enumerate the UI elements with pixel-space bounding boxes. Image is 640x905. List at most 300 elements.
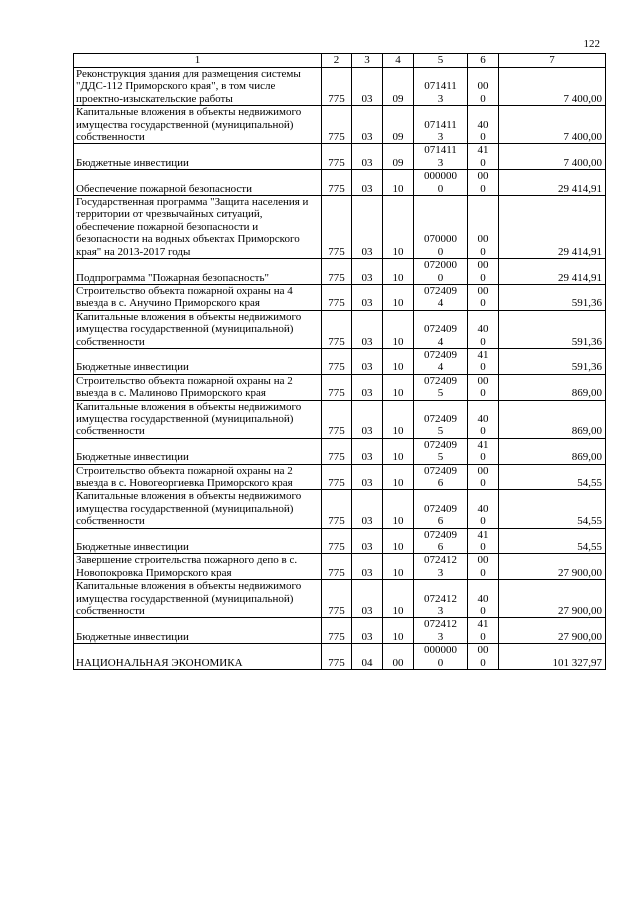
row-subsection-code-line: 10 (392, 566, 404, 579)
row-expense-type-line: 0 (480, 387, 486, 400)
row-admin-code (322, 106, 352, 144)
row-target-code-line: 4 (437, 297, 444, 310)
row-amount-line: 591,36 (571, 361, 602, 374)
row-expense-type (468, 464, 499, 490)
row-target-code-line: 3 (437, 92, 444, 105)
row-section-code (352, 618, 383, 644)
table-row (74, 170, 606, 196)
row-target-code-line: 6 (437, 541, 444, 554)
row-subsection-code-line: 10 (392, 271, 404, 284)
row-expense-type-line: 0 (480, 245, 486, 258)
row-name (74, 348, 322, 374)
row-subsection-code (383, 259, 414, 285)
table-row (74, 144, 606, 170)
table-row (74, 644, 606, 670)
row-subsection-code (383, 348, 414, 374)
row-expense-type-line: 00 (477, 644, 489, 657)
row-target-code-line: 072409 (424, 438, 457, 451)
row-admin-code (322, 644, 352, 670)
row-subsection-code-line: 10 (392, 451, 404, 464)
row-amount-line: 54,55 (577, 541, 602, 554)
row-subsection-code-line: 10 (392, 245, 404, 258)
row-expense-type-line: 41 (477, 528, 489, 541)
row-subsection-code-line: 10 (392, 541, 404, 554)
row-name (74, 490, 322, 528)
row-expense-type-line: 0 (480, 182, 486, 195)
row-name (74, 106, 322, 144)
row-section-code-line: 04 (361, 656, 373, 669)
row-subsection-code (383, 144, 414, 170)
row-expense-type (468, 196, 499, 259)
row-target-code (414, 259, 468, 285)
row-target-code (414, 310, 468, 348)
row-expense-type (468, 528, 499, 554)
row-name-line: Бюджетные инвестиции (76, 630, 189, 643)
row-admin-code-line: 775 (328, 541, 345, 554)
row-section-code (352, 580, 383, 618)
row-name-line: Строительство объекта пожарной охраны на 4 выезда в с. Анучино Приморского края (76, 284, 293, 310)
row-name-line: Капитальные вложения в объекты недвижимого имущества государственной (муниципальной) собственности (76, 310, 302, 348)
row-admin-code (322, 464, 352, 490)
row-target-code-line: 5 (437, 451, 444, 464)
row-admin-code (322, 580, 352, 618)
row-expense-type-line: 00 (477, 284, 489, 297)
row-section-code (352, 68, 383, 106)
row-section-code (352, 400, 383, 438)
row-target-code-line: 0 (437, 182, 444, 195)
row-name-line: НАЦИОНАЛЬНАЯ ЭКОНОМИКА (76, 656, 243, 669)
row-section-code (352, 310, 383, 348)
row-name (74, 464, 322, 490)
row-admin-code (322, 374, 352, 400)
row-target-code-line: 072412 (424, 554, 457, 567)
row-section-code-line: 03 (361, 335, 373, 348)
row-expense-type-line: 0 (480, 361, 486, 374)
row-expense-type (468, 490, 499, 528)
row-expense-type-line: 00 (477, 464, 489, 477)
row-target-code-line: 0 (437, 245, 444, 258)
row-section-code-line: 03 (361, 541, 373, 554)
row-target-code-line: 072409 (424, 284, 457, 297)
row-subsection-code (383, 196, 414, 259)
row-subsection-code-line: 09 (392, 131, 404, 144)
row-admin-code-line: 775 (328, 515, 345, 528)
row-amount-line: 27 900,00 (558, 566, 602, 579)
table-row (74, 310, 606, 348)
row-target-code (414, 400, 468, 438)
row-name (74, 68, 322, 106)
row-target-code (414, 196, 468, 259)
row-admin-code-line: 775 (328, 131, 345, 144)
row-name (74, 644, 322, 670)
row-target-code-line: 000000 (424, 644, 457, 657)
row-section-code (352, 348, 383, 374)
column-header: 7 (499, 54, 606, 68)
table-row (74, 438, 606, 464)
row-amount-line: 54,55 (577, 477, 602, 489)
row-section-code (352, 464, 383, 490)
row-expense-type (468, 400, 499, 438)
row-expense-type (468, 580, 499, 618)
row-target-code (414, 170, 468, 196)
row-expense-type-line: 0 (480, 630, 486, 643)
column-header: 6 (468, 54, 499, 68)
row-target-code-line: 3 (437, 131, 444, 144)
row-subsection-code-line: 10 (392, 297, 404, 310)
table-row (74, 374, 606, 400)
row-name (74, 284, 322, 310)
row-subsection-code (383, 438, 414, 464)
row-subsection-code (383, 106, 414, 144)
table-row (74, 580, 606, 618)
row-name-line: Государственная программа "Защита населения и территории от чрезвычайных ситуаций, обеспечение пожарной безопасности и безопасности на водных объектах Приморского края" на 2013-2017 годы (76, 196, 309, 258)
row-amount (499, 106, 606, 144)
row-subsection-code-line: 10 (392, 515, 404, 528)
row-target-code-line: 072409 (424, 528, 457, 541)
row-expense-type (468, 68, 499, 106)
row-amount (499, 400, 606, 438)
row-target-code-line: 070000 (424, 233, 457, 246)
row-expense-type (468, 106, 499, 144)
row-expense-type (468, 644, 499, 670)
row-name (74, 170, 322, 196)
row-admin-code (322, 400, 352, 438)
row-target-code-line: 0 (437, 656, 444, 669)
row-name-line: Капитальные вложения в объекты недвижимого имущества государственной (муниципальной) собственности (76, 106, 302, 144)
row-target-code-line: 4 (437, 335, 444, 348)
row-subsection-code-line: 10 (392, 425, 404, 438)
row-target-code (414, 438, 468, 464)
row-name (74, 618, 322, 644)
row-name (74, 528, 322, 554)
row-subsection-code-line: 00 (392, 656, 404, 669)
row-target-code (414, 528, 468, 554)
row-amount (499, 528, 606, 554)
row-amount-line: 869,00 (571, 387, 602, 400)
row-target-code (414, 348, 468, 374)
row-expense-type-line: 0 (480, 425, 486, 438)
row-name (74, 310, 322, 348)
row-expense-type-line: 00 (477, 170, 489, 183)
row-target-code (414, 374, 468, 400)
table-row (74, 554, 606, 580)
row-admin-code-line: 775 (328, 245, 345, 258)
row-target-code-line: 072409 (424, 502, 457, 515)
row-expense-type-line: 0 (480, 656, 486, 669)
row-section-code (352, 106, 383, 144)
row-target-code-line: 0 (437, 271, 444, 284)
row-name-line: Подпрограмма "Пожарная безопасность" (76, 271, 269, 284)
row-amount-line: 869,00 (571, 451, 602, 464)
row-admin-code-line: 775 (328, 477, 345, 489)
row-subsection-code-line: 10 (392, 335, 404, 348)
row-amount (499, 618, 606, 644)
row-amount (499, 259, 606, 285)
row-admin-code (322, 438, 352, 464)
row-name (74, 374, 322, 400)
row-expense-type-line: 40 (477, 502, 489, 515)
row-section-code-line: 03 (361, 92, 373, 105)
row-target-code (414, 580, 468, 618)
row-amount (499, 490, 606, 528)
row-target-code (414, 644, 468, 670)
row-amount-line: 7 400,00 (563, 131, 602, 144)
row-section-code (352, 144, 383, 170)
row-expense-type-line: 40 (477, 323, 489, 336)
row-subsection-code (383, 310, 414, 348)
row-amount-line: 869,00 (571, 425, 602, 438)
row-section-code (352, 554, 383, 580)
row-subsection-code-line: 10 (392, 387, 404, 400)
row-section-code-line: 03 (361, 271, 373, 284)
row-admin-code (322, 170, 352, 196)
row-target-code-line: 3 (437, 566, 444, 579)
row-admin-code-line: 775 (328, 271, 345, 284)
row-section-code (352, 374, 383, 400)
row-target-code-line: 072412 (424, 592, 457, 605)
row-subsection-code (383, 68, 414, 106)
row-admin-code (322, 144, 352, 170)
row-admin-code-line: 775 (328, 630, 345, 643)
row-expense-type-line: 00 (477, 374, 489, 387)
row-section-code (352, 490, 383, 528)
row-admin-code (322, 348, 352, 374)
row-admin-code-line: 775 (328, 297, 345, 310)
row-name-line: Капитальные вложения в объекты недвижимого имущества государственной (муниципальной) собственности (76, 490, 302, 528)
row-section-code-line: 03 (361, 425, 373, 438)
row-admin-code (322, 196, 352, 259)
row-expense-type (468, 259, 499, 285)
row-target-code-line: 071411 (424, 144, 457, 157)
row-subsection-code (383, 644, 414, 670)
row-name-line: Капитальные вложения в объекты недвижимого имущества государственной (муниципальной) собственности (76, 400, 302, 438)
row-admin-code (322, 68, 352, 106)
row-expense-type-line: 41 (477, 144, 489, 157)
row-section-code-line: 03 (361, 630, 373, 643)
row-amount-line: 101 327,97 (552, 656, 602, 669)
row-target-code-line: 072409 (424, 323, 457, 336)
table-row (74, 528, 606, 554)
row-subsection-code-line: 10 (392, 361, 404, 374)
row-expense-type-line: 00 (477, 233, 489, 246)
row-section-code-line: 03 (361, 387, 373, 400)
row-target-code-line: 071411 (424, 80, 457, 93)
row-expense-type (468, 618, 499, 644)
row-expense-type (468, 284, 499, 310)
row-name-line: Строительство объекта пожарной охраны на 2 выезда в с. Малиново Приморского края (76, 374, 293, 400)
table-row (74, 196, 606, 259)
row-expense-type (468, 554, 499, 580)
row-expense-type (468, 310, 499, 348)
row-subsection-code (383, 374, 414, 400)
row-expense-type-line: 0 (480, 515, 486, 528)
row-admin-code-line: 775 (328, 425, 345, 438)
row-amount (499, 464, 606, 490)
row-expense-type-line: 0 (480, 335, 486, 348)
row-target-code (414, 284, 468, 310)
row-amount-line: 591,36 (571, 297, 602, 310)
row-admin-code (322, 284, 352, 310)
row-amount-line: 29 414,91 (558, 245, 602, 258)
row-name-line: Строительство объекта пожарной охраны на 2 выезда в с. Новогеоргиевка Приморского края (76, 464, 293, 489)
row-expense-type-line: 0 (480, 477, 486, 489)
row-target-code-line: 6 (437, 477, 444, 489)
row-name-line: Реконструкция здания для размещения системы "ДДС-112 Приморского края", в том числе проектно-изыскательские работы (76, 68, 301, 105)
row-expense-type-line: 0 (480, 451, 486, 464)
row-section-code (352, 170, 383, 196)
row-section-code-line: 03 (361, 182, 373, 195)
row-subsection-code (383, 170, 414, 196)
row-admin-code (322, 490, 352, 528)
row-section-code (352, 196, 383, 259)
row-name-line: Обеспечение пожарной безопасности (76, 182, 253, 195)
row-target-code-line: 5 (437, 387, 444, 400)
row-expense-type-line: 0 (480, 131, 486, 144)
row-section-code (352, 644, 383, 670)
row-amount-line: 29 414,91 (558, 271, 602, 284)
row-expense-type-line: 0 (480, 605, 486, 618)
table-row (74, 68, 606, 106)
row-expense-type-line: 40 (477, 592, 489, 605)
row-expense-type-line: 00 (477, 259, 489, 272)
row-name (74, 438, 322, 464)
row-admin-code-line: 775 (328, 361, 345, 374)
row-expense-type (468, 348, 499, 374)
row-amount (499, 438, 606, 464)
row-name-line: Бюджетные инвестиции (76, 361, 189, 374)
row-subsection-code (383, 528, 414, 554)
row-expense-type-line: 40 (477, 118, 489, 131)
row-section-code (352, 528, 383, 554)
row-section-code-line: 03 (361, 566, 373, 579)
row-section-code-line: 03 (361, 245, 373, 258)
row-target-code-line: 072409 (424, 412, 457, 425)
row-expense-type-line: 0 (480, 541, 486, 554)
row-target-code (414, 464, 468, 490)
row-amount (499, 348, 606, 374)
row-name (74, 196, 322, 259)
row-target-code-line: 4 (437, 361, 444, 374)
row-admin-code (322, 554, 352, 580)
row-admin-code (322, 310, 352, 348)
row-target-code-line: 071411 (424, 118, 457, 131)
row-amount-line: 27 900,00 (558, 630, 602, 643)
row-expense-type-line: 0 (480, 92, 486, 105)
row-expense-type-line: 0 (480, 566, 486, 579)
row-section-code (352, 284, 383, 310)
row-expense-type (468, 438, 499, 464)
row-expense-type-line: 0 (480, 156, 486, 169)
row-section-code-line: 03 (361, 477, 373, 489)
row-amount (499, 144, 606, 170)
row-amount-line: 54,55 (577, 515, 602, 528)
row-subsection-code (383, 400, 414, 438)
row-admin-code-line: 775 (328, 656, 345, 669)
table-row (74, 464, 606, 490)
row-expense-type-line: 41 (477, 348, 489, 361)
row-admin-code (322, 618, 352, 644)
row-amount (499, 644, 606, 670)
column-header: 2 (322, 54, 352, 68)
row-admin-code-line: 775 (328, 605, 345, 618)
row-target-code-line: 5 (437, 425, 444, 438)
row-expense-type-line: 41 (477, 618, 489, 631)
table-row (74, 284, 606, 310)
row-target-code (414, 144, 468, 170)
row-target-code-line: 072409 (424, 464, 457, 477)
row-target-code-line: 6 (437, 515, 444, 528)
row-name (74, 554, 322, 580)
row-amount (499, 580, 606, 618)
row-subsection-code-line: 10 (392, 477, 404, 489)
row-amount-line: 7 400,00 (563, 92, 602, 105)
row-target-code-line: 072409 (424, 348, 457, 361)
row-expense-type-line: 41 (477, 438, 489, 451)
row-section-code-line: 03 (361, 361, 373, 374)
row-subsection-code (383, 618, 414, 644)
row-admin-code-line: 775 (328, 182, 345, 195)
row-expense-type (468, 170, 499, 196)
page-number: 122 (583, 38, 600, 50)
row-expense-type-line: 0 (480, 297, 486, 310)
row-section-code-line: 03 (361, 451, 373, 464)
row-amount (499, 196, 606, 259)
row-amount (499, 284, 606, 310)
row-name-line: Капитальные вложения в объекты недвижимого имущества государственной (муниципальной) собственности (76, 580, 302, 618)
row-admin-code-line: 775 (328, 387, 345, 400)
row-admin-code-line: 775 (328, 335, 345, 348)
row-admin-code-line: 775 (328, 156, 345, 169)
row-expense-type-line: 00 (477, 554, 489, 567)
row-admin-code (322, 528, 352, 554)
row-target-code (414, 618, 468, 644)
row-amount (499, 374, 606, 400)
row-target-code-line: 072000 (424, 259, 457, 272)
row-subsection-code (383, 490, 414, 528)
row-amount-line: 7 400,00 (563, 156, 602, 169)
row-target-code (414, 490, 468, 528)
row-target-code-line: 3 (437, 630, 444, 643)
row-subsection-code-line: 10 (392, 182, 404, 195)
column-header: 4 (383, 54, 414, 68)
row-target-code-line: 072409 (424, 374, 457, 387)
row-section-code-line: 03 (361, 131, 373, 144)
table-row (74, 400, 606, 438)
row-subsection-code-line: 10 (392, 605, 404, 618)
row-name (74, 259, 322, 285)
row-name (74, 400, 322, 438)
row-amount-line: 27 900,00 (558, 605, 602, 618)
row-amount (499, 310, 606, 348)
budget-table (73, 53, 606, 670)
row-subsection-code (383, 554, 414, 580)
table-row (74, 618, 606, 644)
row-name-line: Завершение строительства пожарного депо в с. Новопокровка Приморского края (76, 554, 298, 579)
row-name-line: Бюджетные инвестиции (76, 451, 189, 464)
row-name-line: Бюджетные инвестиции (76, 156, 189, 169)
row-amount-line: 29 414,91 (558, 182, 602, 195)
row-section-code (352, 259, 383, 285)
row-expense-type (468, 144, 499, 170)
row-section-code-line: 03 (361, 156, 373, 169)
row-subsection-code-line: 09 (392, 156, 404, 169)
column-header: 1 (74, 54, 322, 68)
row-subsection-code-line: 09 (392, 92, 404, 105)
row-amount-line: 591,36 (571, 335, 602, 348)
table-row (74, 348, 606, 374)
row-admin-code-line: 775 (328, 566, 345, 579)
column-header: 5 (414, 54, 468, 68)
